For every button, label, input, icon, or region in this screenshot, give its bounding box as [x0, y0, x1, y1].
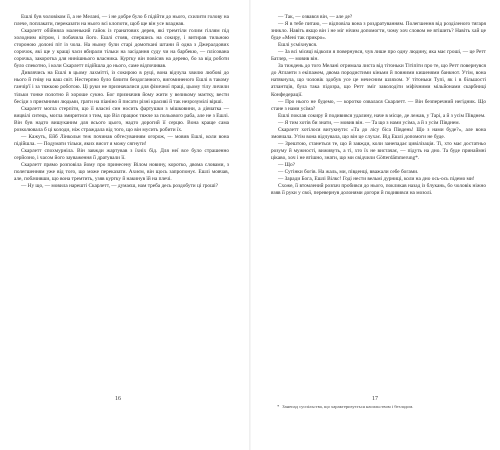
- paragraph: — Кажуть, Ейб Лінкольн теж починав обтесуванням огорож, — мовив Ешлі, коли вона підійшла. — Подумати тільки, яких висот я можу сягнути!: [14, 133, 229, 147]
- paragraph: — Так, — озвався він, — але де?: [278, 14, 353, 20]
- footnote-text: Занепад суспільства, що характеризується насильством і безладом.: [282, 404, 414, 409]
- paragraph: Дивлячись на Ешлі в цьому лахмітті, із сокирою в руці, вона відчула хвилю любові до нього й гніву на ваш світ. Нестерпно було бачити бездоганного, вигоминеного Ешлі в такому ганчір'ї і за тяжкою роботою. Ці руки не призначалися для фізичної праці, цьому тілу личили тільки тонке полотно й хороше сукно. Бог призначив йому жити у великому маєтку, вести бесіди з приємними людьми, грати на піаніно й писати різні красиві й так незрозумілі вірші.: [14, 70, 229, 105]
- paragraph: Ешлі усміхнувся.: [278, 42, 318, 49]
- page-number-right: 17: [372, 396, 378, 402]
- paragraph: Схоже, її втомлений розпач пробився до нього, покликав назад із блукань, бо чоловік ніжно взяв її руки у свої, перевернув долонями догори й подивився на мозолі.: [271, 183, 486, 197]
- paragraph: — Про нього не будемо, — коротко озвалася Скарлетт. — Він безперечний негідник. Що стане з нами усіма?: [271, 98, 486, 112]
- paragraph: — Ну що, — мовила нарешті Скарлетт, — думаєш, нам треба десь роздобути ці гроші?: [21, 183, 218, 190]
- right-page: [271, 14, 486, 434]
- page-number-left: 16: [115, 396, 121, 402]
- paragraph: — Зрештою, станеться те, що й завжди, коли занепадає цивілізація. Ті, хто має достатньо розуму й мужності, виживуть, а ті, хто їх не вистачає, — підуть на дно. Та буде принаймні цікаво, хоч і не втішно, знати, що ми свідчили Götterdämmerung*.: [271, 140, 486, 161]
- paragraph: Скарлетт могла стерпіти, що її власні син носить фартушки з мішковини, а дівчатка — вицвілі ситець, могла змиритися з тим, що Віл працює тяжче за польового раба, але не з Ешлі. Він був надто вишуканим для всього цього, надто дорогий її серцю. Вона краще сама розколювала б ці колоди, ніж страждала від того, що він мусить робити їх.: [14, 105, 229, 133]
- paragraph: За тиждень до того Мелані отримала листа від тітоньки Тітіпіти про те, що Ретт повернувся до Атланти з екіпажем, двома породистими кіньми й повними кишенями банкнот. Утім, вона натякнула, що чоловік здобув усе це нечесним шляхом. У тітоньки Тупі, як і в більшості атлантців, була така підозра, що Ретт зміг заволодіти міфічними мільйонами скарбниці Конфедерації.: [271, 63, 486, 98]
- left-page: [14, 14, 229, 434]
- paragraph: Ешлі був чоловіком її, а не Мелані, — і не добре було б підійти до нього, схилити голову на плече, поплакати, переказати на нього всі клопоти, щоб ще він усе владнав.: [14, 14, 229, 28]
- paragraph: — Сутінки богів. На жаль, ми, південці, вважали себе богами.: [278, 169, 419, 176]
- paragraph: Скарлетт спохмурніла. Він завжди жартував з їхніх бід. Для неї все було страшенно серйозно, і часом його зауваження її дратували її.: [14, 147, 229, 161]
- left-page-text: [14, 14, 229, 190]
- paragraph: — Заради Бога, Ешлі Вілкс! Годі нести вельмі дурниці, коли на дно ось-ось підемо ми!: [278, 176, 475, 183]
- book-gutter: [249, 0, 251, 450]
- paragraph: — За всі місяці відколи я повернувся, чув лише про одну людину, яка має гроші, — це Ретт Батлер, — мовив він.: [271, 49, 486, 63]
- paragraph: — Я тим хотів би знати, — мовив він. — Та що з нами усіма, а й з усім Півднем.: [278, 119, 460, 126]
- paragraph: — Я в тебе питаю, — відповіла вона з роздратуванням. Полегшення від розділеного тягаря зникло. Навіть якщо він і не міг нічим допомогти, чому хоч словом не втішить? Навіть хай це буде «Мені так прикро».: [271, 21, 486, 42]
- paragraph: — Що?: [278, 161, 295, 168]
- paragraph: Скарлетт прямо розповіла йому про принесену Вілом новину, коротко, двома словами, з полегшенням уже від того, що може переказати. Ахиєм, він щось запропонує. Ешлі мовчав, але, побачивши, що вона тремтить, узяв куртку й накинув їй на плечі.: [14, 161, 229, 183]
- paragraph: Ешлі поклав сокиру й подивився удалину, наче в місце, де лежав, у Тарі, а й з усім Півднем.: [278, 112, 486, 119]
- right-page-text: [271, 14, 486, 197]
- footnote-mark: *: [277, 404, 280, 409]
- footnote: [277, 404, 413, 410]
- paragraph: Скарлетт хотілося вигукнути: «Та до лісу біса Південь! Що з нами буде?», але вона змовчала. Утім вона відчувала, що він це слухає. Від Ешлі допомоги не буде.: [271, 126, 486, 140]
- paragraph: Скарлетт обійняла маленький гайок із гранатових дерев, які тремтіли голим гіллям під холодним вітром, і побачила його. Ешлі стояв, спершись на сокиру, і витирав тильною стороною долоні піт із чола. На ньому були старі домоткані штани й одна з Джералдових сорочок, які ще у кращі часи вбирали тільки на засідання суду чи на барбекю, — плісована сорочка, закоротка для нинішнього власника. Куртку він повісив на дерево, бо за від роботи було спекотно, і коли Скарлетт підійшла до нього, саме відпочивав.: [14, 28, 229, 70]
